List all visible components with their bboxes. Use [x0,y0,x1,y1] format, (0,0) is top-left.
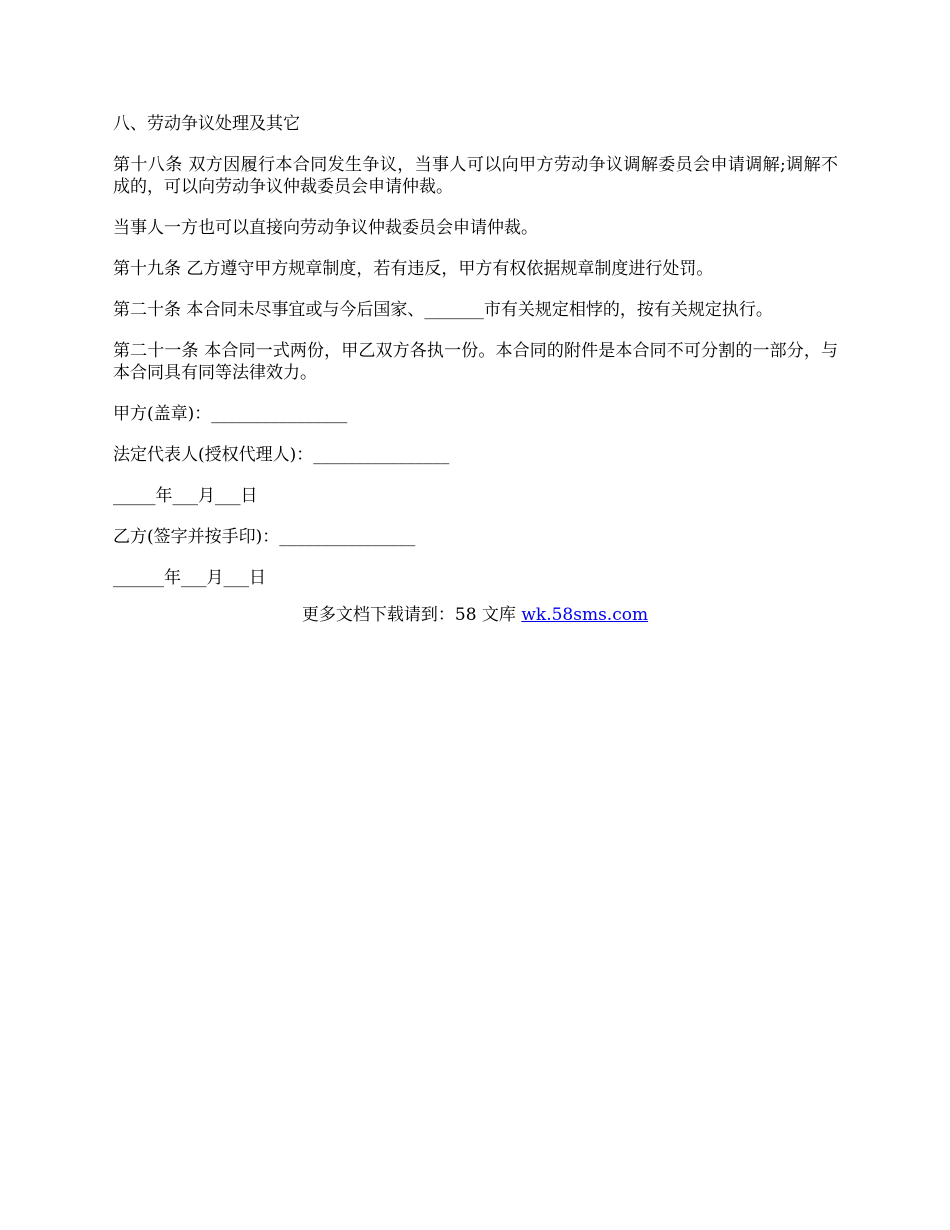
article-20: 第二十条 本合同未尽事宜或与今后国家、_______市有关规定相悖的，按有关规定执行。 [113,300,773,320]
download-footer [0,604,950,626]
party-a-date-line: _____年___月___日 [113,486,258,506]
footer-text: 更多文档下载请到：58 文库 [301,605,522,625]
article-21: 第二十一条 本合同一式两份，甲乙双方各执一份。本合同的附件是本合同不可分割的一部分，与本合同具有同等法律效力。 [113,341,838,383]
party-b-date-line: ______年___月___日 [113,568,266,588]
article-19: 第十九条 乙方遵守甲方规章制度，若有违反，甲方有权依据规章制度进行处罚。 [113,259,714,279]
section-heading: 八、劳动争议处理及其它 [113,114,300,134]
party-b-signature-line: 乙方(签字并按手印)：________________ [113,527,416,547]
article-18-continued: 当事人一方也可以直接向劳动争议仲裁委员会申请仲裁。 [113,218,538,238]
footer-link[interactable]: wk.58sms.com [521,605,649,625]
document-body [113,113,838,608]
legal-representative-line: 法定代表人(授权代理人)：________________ [113,445,450,465]
party-a-seal-line: 甲方(盖章)：________________ [113,404,348,424]
article-18: 第十八条 双方因履行本合同发生争议，当事人可以向甲方劳动争议调解委员会申请调解;调解不成的，可以向劳动争议仲裁委员会申请仲裁。 [113,155,838,197]
